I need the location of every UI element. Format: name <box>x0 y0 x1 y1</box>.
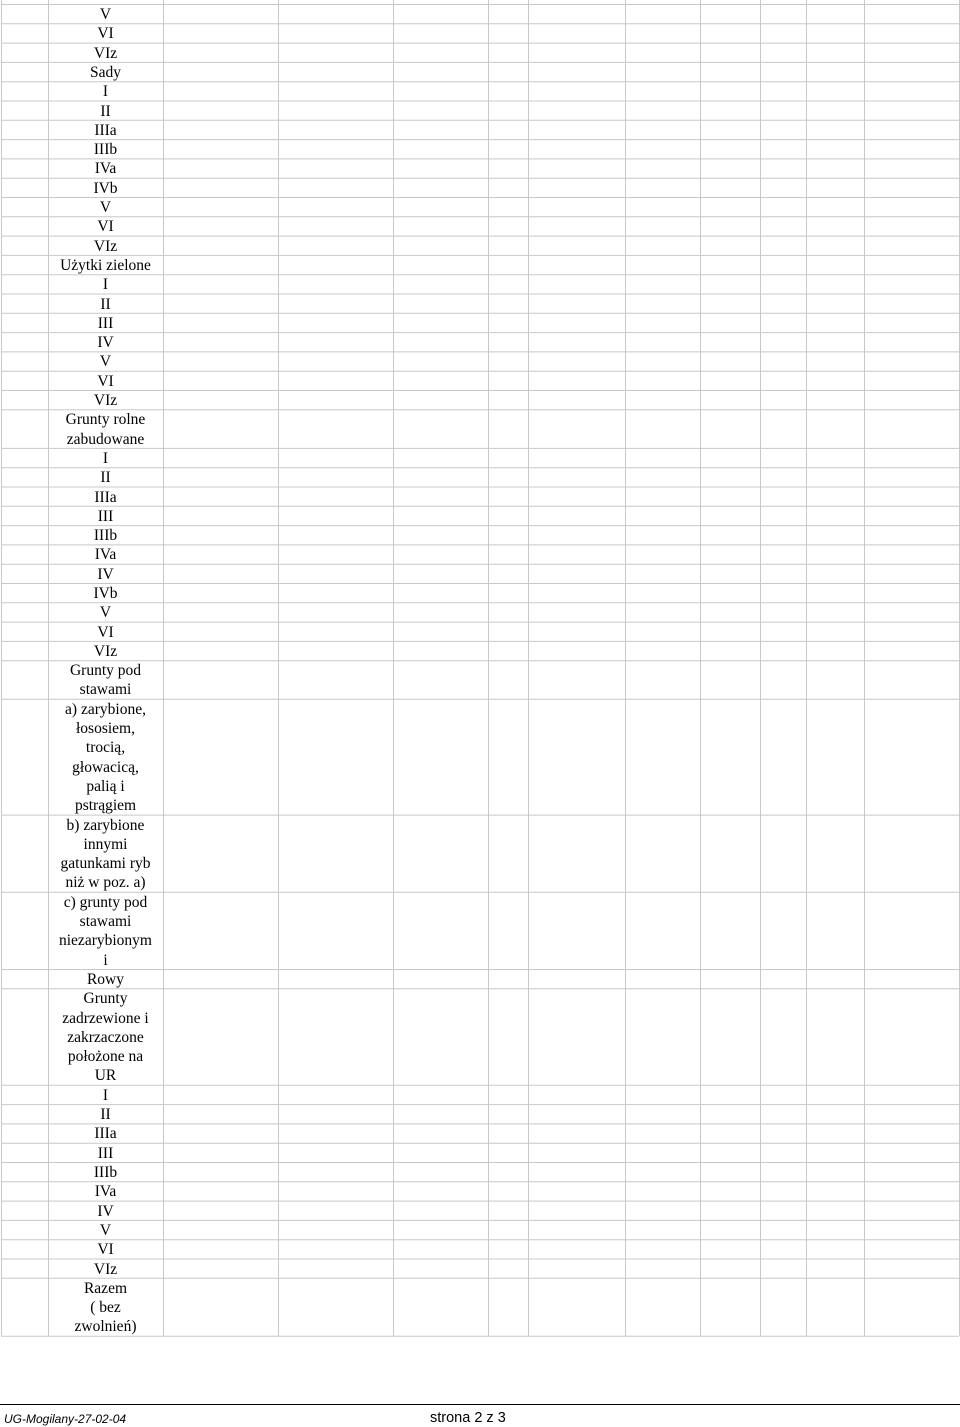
row-label-line: c) grunty pod <box>63 893 148 911</box>
row-label <box>48 1105 163 1124</box>
row-label <box>48 449 163 468</box>
row-label <box>48 410 163 449</box>
row-label <box>48 121 163 140</box>
row-label <box>48 661 163 700</box>
row-label-line: V <box>99 1221 112 1239</box>
row-label-line: IVb <box>93 179 118 197</box>
row-label-line: II <box>100 295 111 313</box>
row-label <box>48 333 163 352</box>
row-label <box>48 352 163 371</box>
row-label <box>48 526 163 545</box>
row-label <box>48 314 163 333</box>
row-label <box>48 1279 163 1337</box>
row-label <box>48 565 163 584</box>
row-label-line: Użytki zielone <box>60 256 151 274</box>
row-label-line: zadrzewione i <box>62 1009 149 1027</box>
row-label-line: III <box>97 1144 114 1162</box>
row-label-line: VI <box>97 372 114 390</box>
row-label <box>48 391 163 410</box>
row-label-line: IVa <box>94 1183 117 1201</box>
row-label-line: stawami <box>79 913 132 931</box>
row-label-line: Grunty pod <box>69 662 142 680</box>
row-label-line: i <box>103 951 108 969</box>
row-label <box>48 700 163 816</box>
row-label <box>48 82 163 101</box>
row-label <box>48 816 163 893</box>
row-label-line: trocią, <box>85 739 126 757</box>
row-label <box>48 24 163 43</box>
row-label <box>48 468 163 487</box>
row-label <box>48 5 163 24</box>
row-label-line: b) zarybione <box>66 816 145 834</box>
row-label <box>48 642 163 661</box>
row-label-line: pstrągiem <box>74 797 137 815</box>
row-label <box>48 1124 163 1143</box>
document-id: UG-Mogilany-27-02-04 <box>4 1412 127 1426</box>
row-label-line: Sady <box>90 63 121 81</box>
row-label <box>48 623 163 642</box>
row-label <box>48 1202 163 1221</box>
row-label-line: IVa <box>94 160 117 178</box>
row-label-line: głowacicą, <box>72 758 139 776</box>
row-label-line: VIz <box>93 1260 118 1278</box>
row-label <box>48 1221 163 1240</box>
row-label-line: IIIb <box>93 527 118 545</box>
row-label <box>48 1260 163 1279</box>
row-label-line: III <box>97 507 114 525</box>
row-label <box>48 295 163 314</box>
row-label-line: IV <box>97 565 114 583</box>
row-label-line: IIIa <box>94 1125 117 1143</box>
row-label-line: II <box>100 102 111 120</box>
row-label <box>48 372 163 391</box>
row-label-line: Grunty rolne <box>65 411 146 429</box>
row-label-line: łososiem, <box>76 720 135 738</box>
row-label <box>48 603 163 622</box>
row-label-line: IIIa <box>94 121 117 139</box>
row-label <box>48 198 163 217</box>
row-label-line: a) zarybione, <box>65 700 146 718</box>
row-label-line: V <box>99 199 112 216</box>
row-label-line: niż w poz. a) <box>65 874 146 892</box>
row-label <box>48 1144 163 1163</box>
row-label-line: UR <box>94 1067 117 1085</box>
row-label <box>48 63 163 82</box>
row-label <box>48 1182 163 1201</box>
row-label-line: zabudowane <box>66 430 145 448</box>
row-label <box>48 256 163 275</box>
row-label-line: V <box>99 6 112 23</box>
row-label-line: I <box>102 449 109 467</box>
row-label-line: ( bez <box>90 1299 121 1317</box>
row-label-line: I <box>102 83 109 101</box>
row-label-line: V <box>99 604 112 622</box>
row-label <box>48 179 163 198</box>
row-label-line: Rowy <box>86 971 125 988</box>
row-label <box>48 237 163 256</box>
row-label-line: V <box>99 353 112 371</box>
row-label <box>48 1163 163 1182</box>
row-label <box>48 970 163 989</box>
row-label-line: stawami <box>79 681 132 699</box>
page-number: strona 2 z 3 <box>430 1410 506 1426</box>
row-label-line: Razem <box>83 1279 128 1297</box>
row-label-line: VIz <box>93 642 118 660</box>
row-label-line: palią i <box>86 777 125 795</box>
row-label-line: niezarybionym <box>59 932 152 950</box>
row-label <box>48 102 163 121</box>
row-label <box>48 545 163 564</box>
row-label-line: innymi <box>83 835 128 853</box>
row-label-line: IIIb <box>93 141 118 159</box>
row-label <box>48 159 163 178</box>
footer-divider <box>0 1404 960 1405</box>
row-label <box>48 488 163 507</box>
row-label <box>48 1240 163 1259</box>
row-label-line: VI <box>97 218 114 236</box>
row-label-line: położone na <box>67 1048 144 1066</box>
row-label-line: VI <box>97 25 114 43</box>
row-label-line: II <box>100 469 111 487</box>
row-label <box>48 989 163 1085</box>
row-label-line: VI <box>97 1241 114 1259</box>
row-label-line: IVb <box>93 585 118 602</box>
row-label <box>48 275 163 294</box>
row-label-line: VI <box>97 623 114 641</box>
row-label <box>48 140 163 159</box>
row-label <box>48 217 163 236</box>
row-label <box>48 584 163 603</box>
row-label-line: VIz <box>93 237 118 255</box>
row-label-line: II <box>100 1106 111 1124</box>
row-label-line: VIz <box>93 44 118 62</box>
row-label-line: IIIb <box>93 1164 118 1181</box>
row-label <box>48 507 163 526</box>
row-label <box>48 893 163 970</box>
row-label-line: IV <box>97 1202 114 1220</box>
row-label-line: zwolnień) <box>74 1318 137 1336</box>
row-label-line: I <box>102 276 109 294</box>
row-label-line: IV <box>97 334 114 352</box>
row-label <box>48 44 163 63</box>
row-label-line: VIz <box>93 392 118 409</box>
row-label-line: gatunkami ryb <box>60 855 151 873</box>
row-label-line: IVa <box>94 546 117 564</box>
row-label-line: Grunty <box>83 990 128 1008</box>
row-label-line: zakrzaczone <box>67 1028 144 1046</box>
row-label-line: IIIa <box>94 488 117 506</box>
row-label <box>48 1086 163 1105</box>
row-label-line: I <box>102 1086 109 1104</box>
row-label-line: III <box>97 314 114 332</box>
